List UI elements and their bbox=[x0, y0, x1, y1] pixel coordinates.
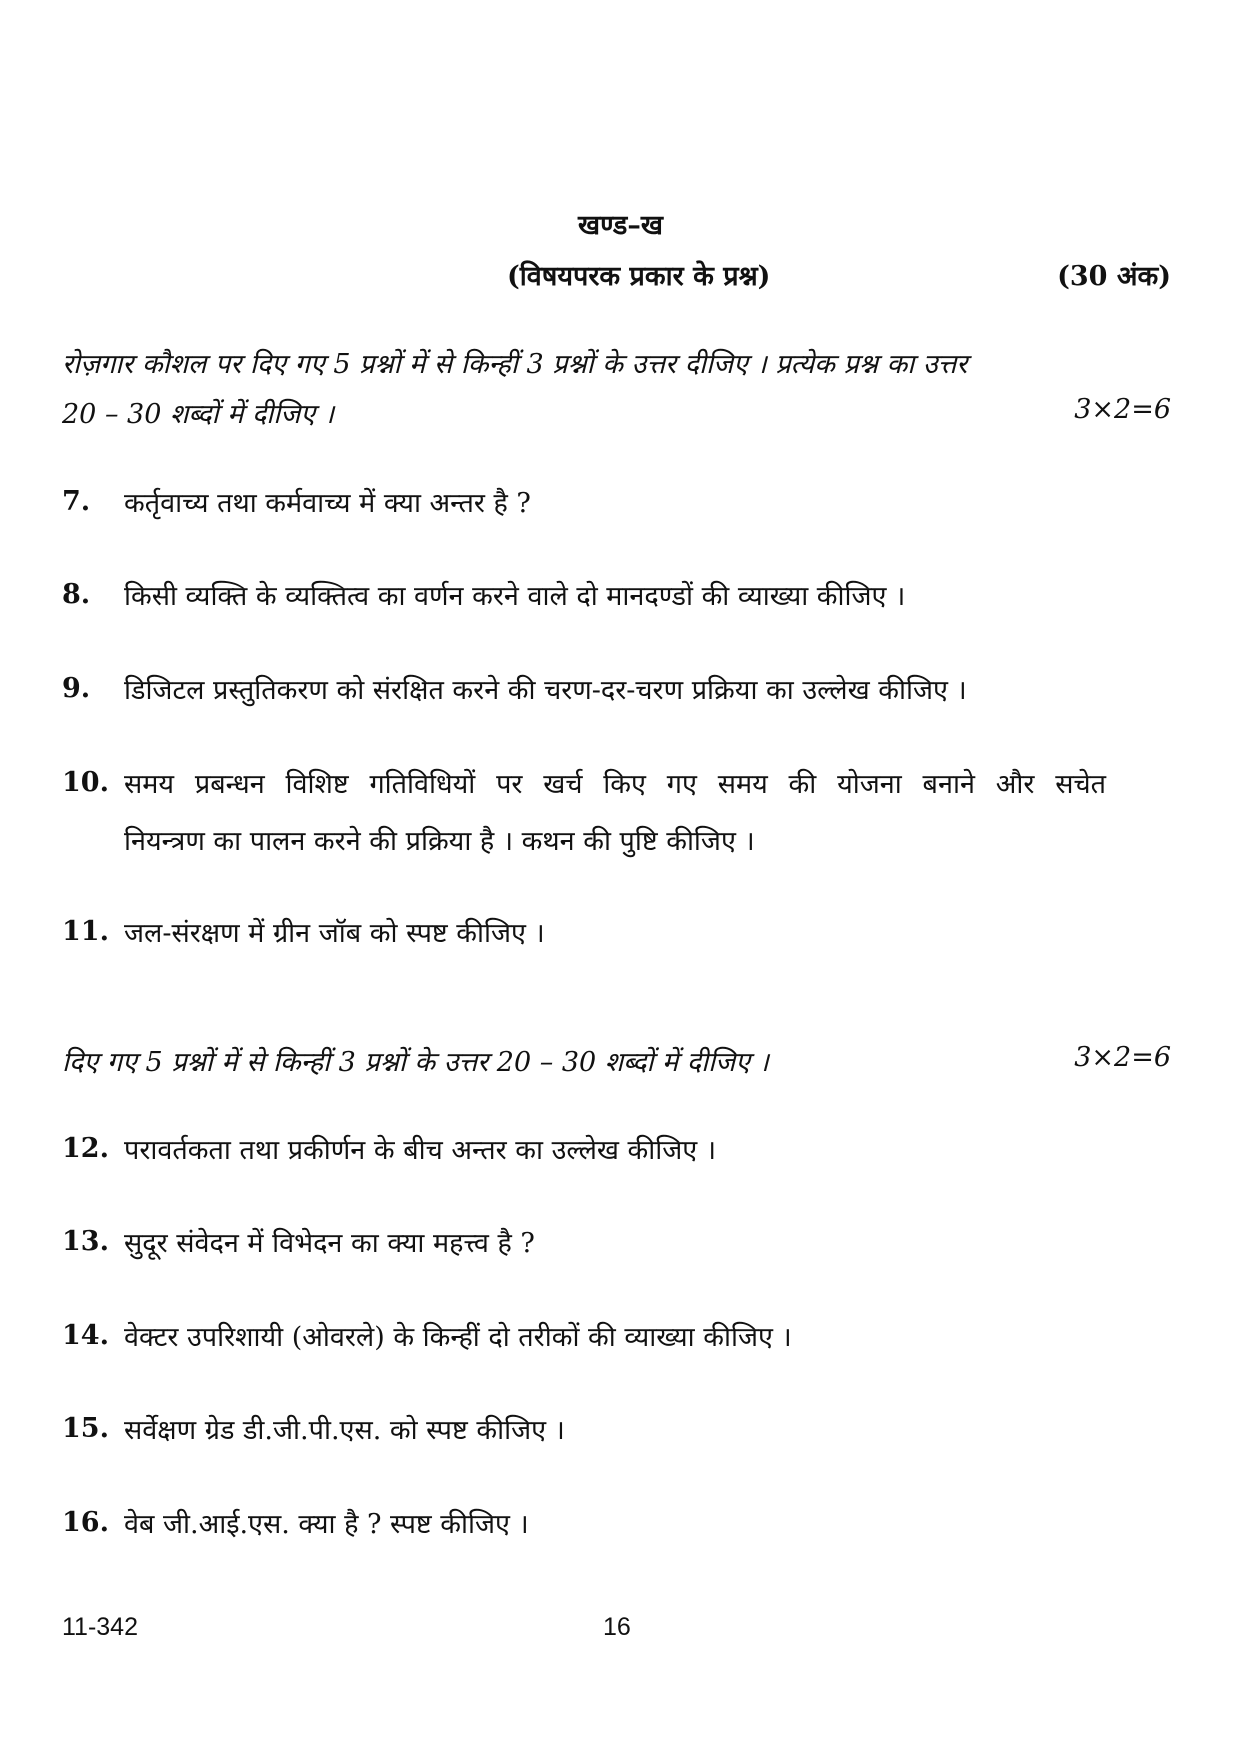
question-number: 7. bbox=[62, 486, 91, 517]
question-text: कर्तृवाच्य तथा कर्मवाच्य में क्या अन्तर है ? bbox=[124, 488, 531, 519]
question-number: 8. bbox=[62, 579, 91, 610]
group1-instruction-line1: रोज़गार कौशल पर दिए गए 5 प्रश्नों में से किन्हीं 3 प्रश्नों के उत्तर दीजिए । प्रत्येक प्रश्न का उत्तर bbox=[62, 349, 968, 380]
question-text: वेक्टर उपरिशायी (ओवरले) के किन्हीं दो तरीकों की व्याख्या कीजिए । bbox=[124, 1322, 792, 1353]
question-number: 9. bbox=[62, 673, 91, 704]
question-text: किसी व्यक्ति के व्यक्तित्व का वर्णन करने वाले दो मानदण्डों की व्याख्या कीजिए । bbox=[124, 581, 906, 612]
question-text: डिजिटल प्रस्तुतिकरण को संरक्षित करने की चरण-दर-चरण प्रक्रिया का उल्लेख कीजिए । bbox=[124, 675, 967, 706]
question-number: 12. bbox=[62, 1133, 109, 1164]
question-number: 15. bbox=[62, 1413, 109, 1444]
paper-code: 11-342 bbox=[62, 1613, 138, 1641]
group1-marks: 3×2=6 bbox=[1074, 394, 1171, 425]
question-number: 11. bbox=[62, 916, 109, 947]
section-total-marks: (30 अंक) bbox=[1057, 261, 1171, 292]
section-subtitle: (विषयपरक प्रकार के प्रश्न) bbox=[507, 261, 771, 292]
question-text-line2: नियन्त्रण का पालन करने की प्रक्रिया है । कथन की पुष्टि कीजिए । bbox=[124, 826, 755, 857]
question-text: सुदूर संवेदन में विभेदन का क्या महत्त्व है ? bbox=[124, 1228, 535, 1259]
page-number: 16 bbox=[603, 1613, 631, 1641]
question-number: 13. bbox=[62, 1226, 109, 1257]
question-number: 10. bbox=[62, 767, 109, 798]
group1-instruction-line2: 20 – 30 शब्दों में दीजिए । bbox=[62, 399, 335, 430]
question-number: 16. bbox=[62, 1507, 109, 1538]
group2-instruction: दिए गए 5 प्रश्नों में से किन्हीं 3 प्रश्नों के उत्तर 20 – 30 शब्दों में दीजिए । bbox=[62, 1047, 769, 1078]
group2-marks: 3×2=6 bbox=[1074, 1042, 1171, 1073]
question-text: सर्वेक्षण ग्रेड डी.जी.पी.एस. को स्पष्ट कीजिए । bbox=[124, 1415, 565, 1446]
question-text-line1: समय प्रबन्धन विशिष्ट गतिविधियों पर खर्च किए गए समय की योजना बनाने और सचेत bbox=[124, 769, 1106, 800]
question-number: 14. bbox=[62, 1320, 109, 1351]
question-text: परावर्तकता तथा प्रकीर्णन के बीच अन्तर का उल्लेख कीजिए । bbox=[124, 1135, 717, 1166]
question-text: जल-संरक्षण में ग्रीन जॉब को स्पष्ट कीजिए । bbox=[124, 918, 545, 949]
question-text: वेब जी.आई.एस. क्या है ? स्पष्ट कीजिए । bbox=[124, 1509, 529, 1540]
section-title: खण्ड–ख bbox=[578, 210, 663, 241]
